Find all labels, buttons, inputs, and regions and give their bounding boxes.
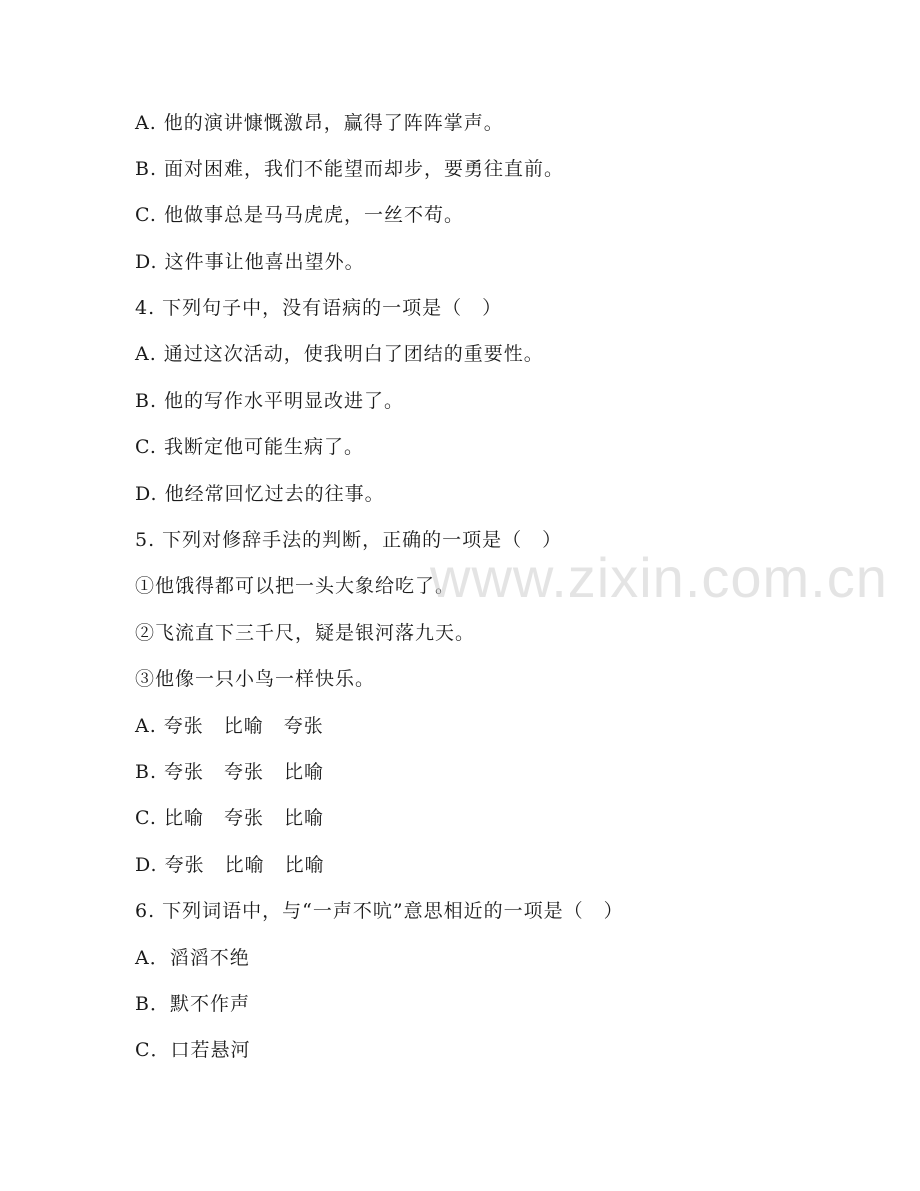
q5-option-a: A. 夸张 比喻 夸张: [135, 715, 324, 737]
q4-option-d: D. 他经常回忆过去的往事。: [135, 483, 385, 505]
q3-option-a: A. 他的演讲慷慨激昂，赢得了阵阵掌声。: [135, 112, 504, 134]
q5-sentence-2: ②飞流直下三千尺，疑是银河落九天。: [135, 622, 476, 644]
q4-option-a: A. 通过这次活动，使我明白了团结的重要性。: [135, 343, 544, 365]
q5-option-c: C. 比喻 夸张 比喻: [135, 807, 324, 829]
q3-option-d: D. 这件事让他喜出望外。: [135, 251, 365, 273]
q6-option-c: C．口若悬河: [135, 1039, 251, 1061]
q6-option-a: A．滔滔不绝: [135, 947, 250, 969]
q5-option-d: D. 夸张 比喻 比喻: [135, 854, 325, 876]
q5-sentence-1: ①他饿得都可以把一头大象给吃了。: [135, 575, 456, 597]
q5-option-b: B. 夸张 夸张 比喻: [135, 761, 325, 783]
question-5-stem: 5. 下列对修辞手法的判断，正确的一项是（ ）: [135, 529, 563, 551]
q3-option-b: B. 面对困难，我们不能望而却步，要勇往直前。: [135, 158, 565, 180]
q4-option-c: C. 我断定他可能生病了。: [135, 436, 364, 458]
question-4-stem: 4. 下列句子中，没有语病的一项是（ ）: [135, 297, 503, 319]
watermark: www.zixin.com.cn: [430, 546, 888, 609]
q3-option-c: C. 他做事总是马马虎虎，一丝不苟。: [135, 204, 464, 226]
question-6-stem: 6. 下列词语中，与“一声不吭”意思相近的一项是（ ）: [135, 900, 624, 922]
q6-option-b: B．默不作声: [135, 993, 250, 1015]
q4-option-b: B. 他的写作水平明显改进了。: [135, 390, 405, 412]
q5-sentence-3: ③他像一只小鸟一样快乐。: [135, 668, 376, 690]
